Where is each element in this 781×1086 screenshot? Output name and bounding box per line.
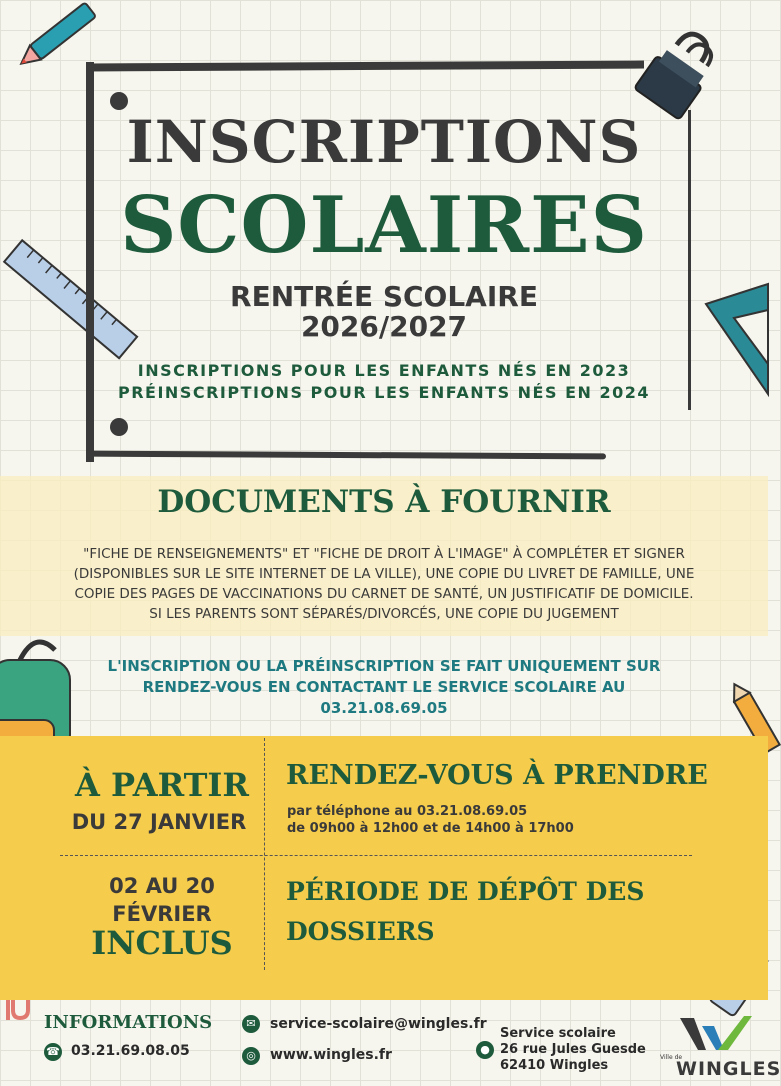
pen-illustration: [18, 0, 108, 62]
period-month: FÉVRIER: [112, 902, 212, 926]
preinscriptions-line: PRÉINSCRIPTIONS POUR LES ENFANTS NÉS EN 2024: [118, 383, 650, 402]
email-icon: ✉: [242, 1015, 260, 1033]
logo-ville-de: Ville de: [660, 1054, 683, 1061]
appointment-hours: de 09h00 à 12h00 et de 14h00 à 17h00: [287, 821, 574, 836]
appointment-phone: par téléphone au 03.21.08.69.05: [287, 804, 528, 819]
title-scolaires: SCOLAIRES: [120, 180, 648, 271]
wingles-logo-icon: [680, 1014, 752, 1058]
documents-list: [20, 544, 748, 624]
appointment-notice: [0, 656, 768, 719]
notice-phone: 03.21.08.69.05: [320, 699, 448, 717]
notice-line: RENDEZ-VOUS EN CONTACTANT LE SERVICE SCOLAIRE AU: [142, 678, 626, 696]
globe-icon: ◎: [242, 1047, 260, 1065]
address-line: 26 rue Jules Guesde: [500, 1042, 646, 1057]
info-website-link[interactable]: www.wingles.fr: [270, 1047, 392, 1063]
documents-line: (DISPONIBLES SUR LE SITE INTERNET DE LA VILLE), UNE COPIE DU LIVRET DE FAMILLE, UNE: [73, 566, 695, 582]
deposit-period-dates: [62, 872, 262, 928]
period-days: 02 AU 20: [109, 874, 215, 898]
birth-year-info: [0, 360, 768, 404]
info-email-link[interactable]: service-scolaire@wingles.fr: [270, 1016, 487, 1032]
from-label: À PARTIR: [75, 766, 249, 804]
address-line: Service scolaire: [500, 1026, 616, 1041]
frame-top-border: [88, 61, 644, 72]
address-line: 62410 Wingles: [500, 1058, 609, 1073]
notice-line: L'INSCRIPTION OU LA PRÉINSCRIPTION SE FAIT UNIQUEMENT SUR: [107, 657, 661, 675]
logo-wingles: WINGLES: [676, 1058, 781, 1080]
frame-bottom-border: [86, 451, 606, 460]
informations-title: INFORMATIONS: [44, 1012, 213, 1033]
rentree-year: 2026/2027: [300, 310, 468, 343]
appointment-details: [287, 803, 574, 837]
documents-line: SI LES PARENTS SONT SÉPARÉS/DIVORCÉS, UNE COPIE DU JUGEMENT: [149, 606, 619, 622]
schedule-horizontal-divider: [60, 855, 692, 856]
rentree-scolaire: [0, 282, 768, 342]
deposit-line: DOSSIERS: [286, 917, 435, 946]
documents-line: "FICHE DE RENSEIGNEMENTS" ET "FICHE DE DROIT À L'IMAGE" À COMPLÉTER ET SIGNER: [83, 546, 685, 562]
info-phone[interactable]: 03.21.69.08.05: [71, 1043, 190, 1059]
schedule-vertical-divider: [264, 738, 265, 970]
from-date: DU 27 JANVIER: [71, 810, 247, 834]
inscriptions-line: INSCRIPTIONS POUR LES ENFANTS NÉS EN 2023: [137, 361, 631, 380]
service-address: [500, 1026, 646, 1074]
documents-line: COPIE DES PAGES DE VACCINATIONS DU CARNET DE SANTÉ, UN JUSTIFICATIF DE DOMICILE.: [74, 586, 694, 602]
location-pin-icon: ●: [476, 1041, 494, 1059]
frame-dot-bottom: [110, 418, 128, 436]
documents-title: DOCUMENTS À FOURNIR: [157, 484, 611, 520]
phone-icon: ☎: [44, 1043, 62, 1061]
period-inclus: INCLUS: [91, 924, 233, 962]
deposit-title: [286, 872, 644, 952]
rentree-label: RENTRÉE SCOLAIRE: [230, 280, 538, 313]
appointment-title: RENDEZ-VOUS À PRENDRE: [286, 760, 708, 791]
title-inscriptions: INSCRIPTIONS: [126, 108, 642, 176]
deposit-line: PÉRIODE DE DÉPÔT DES: [286, 877, 645, 906]
